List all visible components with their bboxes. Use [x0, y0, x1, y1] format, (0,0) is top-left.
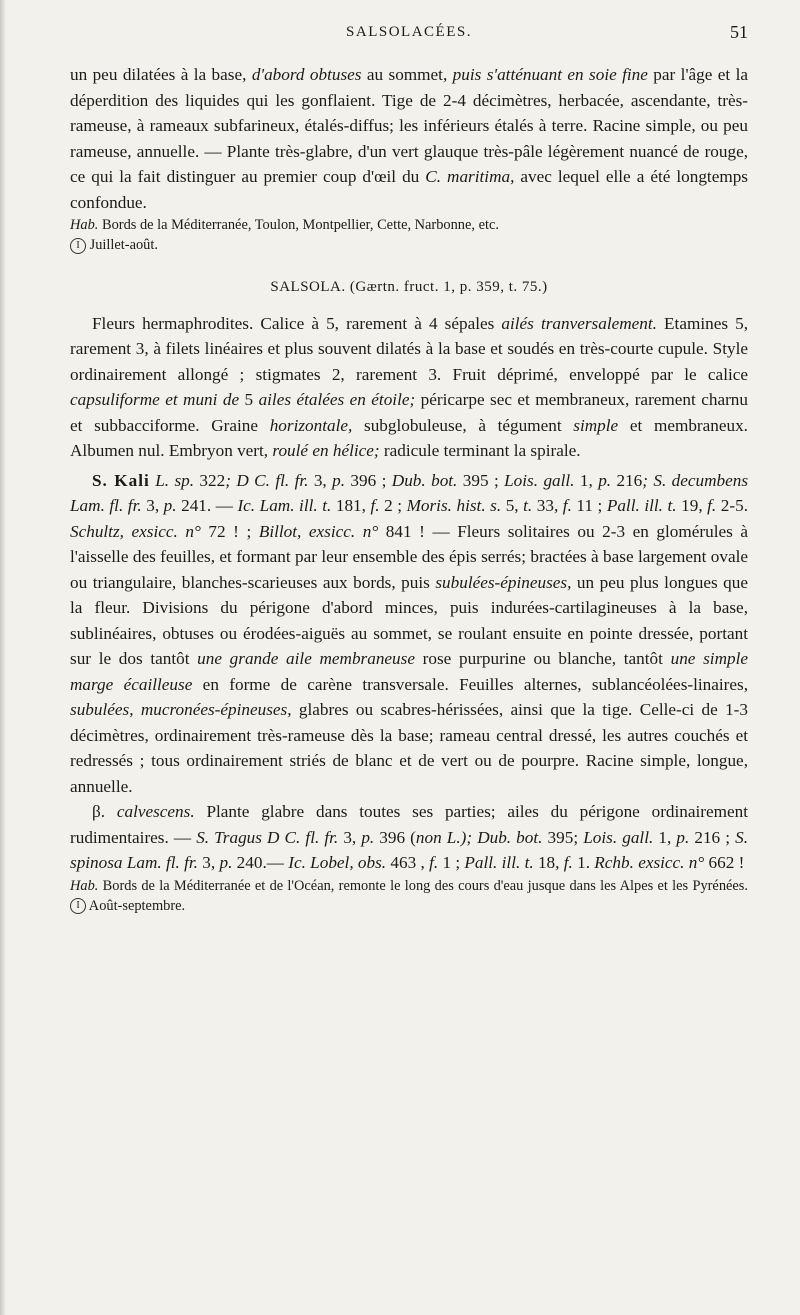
header-title: SALSOLACÉES. [346, 24, 472, 40]
flowering-note: I Juillet-août. [70, 235, 748, 255]
species-description: S. Kali L. sp. 322; D C. fl. fr. 3, p. 396 ; Dub. bot. 395 ; Lois. gall. 1, p. 216; S. decumbens Lam. fl. fr. 3, p. 241. — Ic. Lam. ill. t. 181, f. 2 ; Moris. hist. s. 5, t. 33, f. 11 ; Pall. ill. t. 19, f. 2-5. Schultz, exsicc. n° 72 ! ; Billot, exsicc. n° 841 ! — Fleurs solitaires ou 2-3 en glomérules à l'aisselle des feuilles, et formant par leur ensemble des épis serrés; bractées à base largement ovale ou triangulaire, blanches-scarieuses aux bords, puis subulées-épineuses, un peu plus longues que la fleur. Divisions du périgone d'abord minces, puis indurées-cartilagineuses à la base, sublinéaires, obtuses ou érodées-aiguës au sommet, se roulant ensuite en pointe dressée, portant sur le dos tantôt une grande aile membraneuse rose purpurine ou blanche, tantôt une simple marge écailleuse en forme de carène transversale. Feuilles alternes, sublancéolées-linaires, subulées, mucronées-épineuses, glabres ou scabres-hérissées, ainsi que la tige. Celle-ci de 1-3 décimètres, ordinairement très-rameuse dès la base; rameau central dressé, les autres couchés et redressés ; tous ordinairement striés de blanc et de vert ou de pourpre. Racine simple, longue, annuelle. [70, 470, 749, 796]
genus-description: Fleurs hermaphrodites. Calice à 5, rarement à 4 sépales ailés tranversalement. Etamines 5, rarement 3, à filets linéaires et plus souvent dilatés à la base et soudés en très-courte cupule. Style ordinairement allongé ; stigmates 2, rarement 3. Fruit déprimé, enveloppé par le calice capsuliforme et muni de 5 ailes étalées en étoile; péricarpe sec et membraneux, rarement charnu et subbacciforme. Graine horizontale, subglobuleuse, à tégument simple et membraneux. Albumen nul. Embryon vert, roulé en hélice; radicule terminant la spirale. [70, 313, 748, 460]
annual-symbol-icon: I [70, 238, 86, 254]
paragraph-continuation: un peu dilatées à la base, d'abord obtuses au sommet, puis s'atténuant en soie fine par l'âge et la déperdition des liquides qui les gonflaient. Tige de 2-4 décimètres, herbacée, ascendante, très-rameuse, à rameaux subfarineux, étalés-diffus; les inférieurs étalés à terre. Racine simple, ou peu rameuse, annuelle. — Plante très-glabre, d'un vert glauque très-pâle légèrement nuancé de rouge, ce qui la fait distinguer au premier coup d'œil du C. maritima, avec lequel elle a été longtemps confondue. [70, 65, 749, 212]
habitat-note-2: Hab. Bords de la Méditerranée et de l'Océan, remonte le long des cours d'eau jusque dans les Alpes et les Pyrénées. I Août-septembre. [70, 877, 748, 914]
genus-heading: SALSOLA. (Gærtn. fruct. 1, p. 359, t. 75.) [270, 279, 548, 295]
variety-description: β. calvescens. Plante glabre dans toutes ses parties; ailes du périgone ordinairement rudimentaires. — S. Tragus D C. fl. fr. 3, p. 396 (non L.); Dub. bot. 395; Lois. gall. 1, p. 216 ; S. spinosa Lam. fl. fr. 3, p. 240.— Ic. Lobel, obs. 463 , f. 1 ; Pall. ill. t. 18, f. 1. Rchb. exsicc. n° 662 ! [70, 802, 749, 872]
annual-symbol-icon: I [70, 898, 86, 914]
page-edge-shadow [0, 0, 6, 1315]
page-number: 51 [730, 22, 748, 42]
species-name: S. Kali [92, 470, 150, 490]
habitat-note: Hab. Bords de la Méditerranée, Toulon, Montpellier, Cette, Narbonne, etc. [70, 217, 499, 233]
page-body [70, 62, 748, 916]
running-header [70, 22, 748, 52]
